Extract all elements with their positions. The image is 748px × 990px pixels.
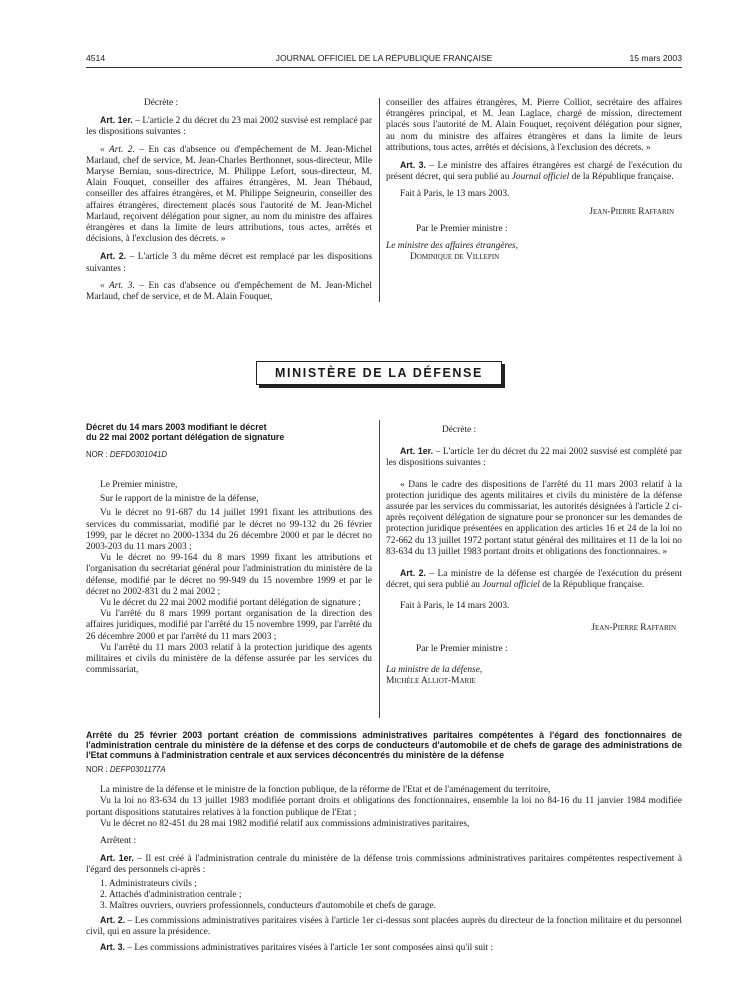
header-rule bbox=[86, 67, 682, 68]
decree-vu-5: Vu l'arrêté du 11 mars 2003 relatif à la protection juridique des agents militaires et civils du ministère de la défense assurée par les services du commissariat, bbox=[86, 642, 372, 676]
decree-nor: NOR : DEFD0301041D bbox=[86, 449, 168, 459]
decree-article-1: Art. 1er. – L'article 1er du décret du 22 mai 2002 susvisé est complété par les dispositions suivantes : bbox=[386, 446, 683, 469]
decree-minister-title: La ministre de la défense, bbox=[386, 665, 483, 676]
decree-rapport: Sur le rapport de la ministre de la défense, bbox=[100, 494, 259, 505]
arrete-title: Arrêté du 25 février 2003 portant création de commissions administratives paritaires compétentes à l'égard des fonctionnaires de l'administration centrale du ministère de la défense et des corps de conducteurs d'automobile et de chefs de garage des administrations de l'Etat communs à l'administration centrale et aux services déconcentrés du ministère de la défense bbox=[86, 730, 682, 760]
signature-date: Fait à Paris, le 13 mars 2003. bbox=[400, 189, 510, 200]
quoted-article-3: « Art. 3. – En cas d'absence ou d'empêchement de M. Jean-Michel Marlaud, chef de service, et de M. Alain Fouquet, bbox=[86, 280, 372, 303]
minister-title: Le ministre des affaires étrangères, bbox=[386, 241, 519, 252]
arretent-heading: Arrêtent : bbox=[100, 836, 137, 847]
article-2: Art. 2. – L'article 3 du même décret est remplacé par les dispositions suivantes : bbox=[86, 251, 372, 274]
article-1: Art. 1er. – L'article 2 du décret du 23 mai 2002 susvisé est remplacé par les dispositions suivantes : bbox=[86, 115, 372, 138]
article-3: Art. 3. – Le ministre des affaires étrangères est chargé de l'exécution du présent décret, qui sera publié au Journal officiel de la République française. bbox=[386, 160, 683, 183]
decree-minister-name: Michèle Alliot-Marie bbox=[386, 676, 476, 687]
decree-vu-3: Vu le décret du 22 mai 2002 modifié portant délégation de signature ; bbox=[100, 598, 361, 609]
decree-vu-4: Vu l'arrêté du 8 mars 1999 portant organisation de la direction des affaires juridiques, modifié par l'arrêté du 15 novembre 1999, par l'arrêté du 26 décembre 2000 et par l'arrêté du 11 mars 2003 ; bbox=[86, 609, 372, 642]
issue-date: 15 mars 2003 bbox=[629, 53, 682, 63]
decree-by-premier-ministre: Par le Premier ministre : bbox=[416, 643, 508, 654]
arrete-nor: NOR : DEFP0301177A bbox=[86, 765, 166, 774]
column-divider-middle bbox=[379, 420, 380, 718]
decree-quoted-provision: « Dans le cadre des dispositions de l'arrêté du 11 mars 2003 relatif à la protection juridique des agents militaires et civils du ministère de la défense assurée par les services du commissariat, les autorités désignées à l'article 2 ci-après reçoivent délégation de signature pour se prononcer sur les demandes de protection juridique présentées en application des articles 16 et 24 de la loi no 72-662 du 13 juillet 1972 portant statut général des militaires et 11 de la loi no 83-634 du 13 juillet 1983 portant droits et obligations des fonctionnaires. » bbox=[386, 479, 682, 557]
decree-title-line-2: du 22 mai 2002 portant délégation de signature bbox=[86, 432, 285, 443]
decree-title-line-1: Décret du 14 mars 2003 modifiant le décret bbox=[86, 422, 267, 432]
decrete-heading-2: Décrète : bbox=[442, 425, 477, 435]
decree-signature-date: Fait à Paris, le 14 mars 2003. bbox=[400, 601, 510, 612]
arrete-vu-1: Vu la loi no 83-634 du 13 juillet 1983 modifiée portant droits et obligations des fonctionnaires, ensemble la loi no 84-16 du 11 janvier 1984 modifiée portant dispositions statutaires relatives à la fonction publique de l'Etat ; bbox=[86, 796, 682, 818]
decree-article-2: Art. 2. – La ministre de la défense est chargée de l'exécution du présent décret, qui sera publié au Journal officiel de la République française. bbox=[386, 568, 682, 591]
minister-name: Dominique de Villepin bbox=[410, 252, 500, 263]
arrete-article-3: Art. 3. – Les commissions administratives paritaires visées à l'article 1er sont composées ainsi qu'il suit : bbox=[100, 941, 494, 953]
decree-vu-1: Vu le décret no 91-687 du 14 juillet 1991 fixant les attributions des services du commissariat, modifié par le décret no 99-132 du 26 février 1999, par le décret no 2000-1334 du 26 décembre 2000 et par le décret no 2003-203 du 11 mars 2003 ; bbox=[86, 508, 372, 553]
top-left-column bbox=[86, 98, 372, 303]
decrete-heading: Décrète : bbox=[144, 98, 179, 108]
ministry-banner bbox=[256, 361, 502, 385]
decree-right-column bbox=[386, 425, 682, 687]
decree-signatory-name: Jean-Pierre Raffarin bbox=[591, 622, 676, 633]
arrete-item-2: 2. Attachés d'administration centrale ; bbox=[100, 889, 242, 900]
arrete-item-3: 3. Maîtres ouvriers, ouvriers professionnels, conducteurs d'automobile et chefs de garage. bbox=[100, 901, 436, 912]
ministry-title: MINISTÈRE DE LA DÉFENSE bbox=[275, 366, 483, 380]
top-right-column bbox=[386, 98, 682, 263]
decree-premier-ministre: Le Premier ministre, bbox=[100, 480, 178, 491]
by-premier-ministre: Par le Premier ministre : bbox=[416, 223, 508, 234]
arrete-ministers: La ministre de la défense et le ministre de la fonction publique, de la réforme de l'Etat et de l'aménagement du territoire, bbox=[100, 785, 551, 796]
quoted-article-2: « Art. 2. – En cas d'absence ou d'empêchement de M. Jean-Michel Marlaud, chef de service, M. Jean-Charles Berthonnet, sous-directeur, Mlle Maryse Berniau, sous-directrice, M. Philippe Lefort, sous-directeur, M. Alain Fouquet, conseiller des affaires étrangères, M. Jean Thébaud, conseiller des affaires étrangères, et M. Philippe Seigneurin, conseiller des affaires étrangères, directement placés sous l'autorité de M. Jean-Michel Marlaud, reçoivent délégation pour signer, au nom du ministre des affaires étrangères et dans la limite de leurs attributions, tous actes, arrêtés et décisions, à l'exclusion des décrets. » bbox=[86, 144, 372, 245]
page-number: 4514 bbox=[86, 53, 106, 63]
arrete-vu-2: Vu le décret no 82-451 du 28 mai 1982 modifié relatif aux commissions administratives paritaires, bbox=[100, 818, 470, 829]
arrete-article-2: Art. 2. – Les commissions administratives paritaires visées à l'article 1er ci-dessus sont placées auprès du directeur de la fonction militaire et du personnel civil, qui en assure la présidence. bbox=[86, 915, 682, 938]
page-header bbox=[86, 53, 682, 65]
arrete-section bbox=[86, 730, 682, 954]
decree-vu-2: Vu le décret no 99-164 du 8 mars 1999 fixant les attributions et l'organisation du secrétariat général pour l'administration du ministère de la défense, modifié par le décret no 99-949 du 15 novembre 1999 et par le décret no 2002-831 du 2 mai 2002 ; bbox=[86, 553, 372, 597]
journal-title: JOURNAL OFFICIEL DE LA RÉPUBLIQUE FRANÇAISE bbox=[275, 53, 493, 63]
arrete-item-1: 1. Administrateurs civils ; bbox=[100, 878, 197, 889]
arrete-article-1: Art. 1er. – Il est créé à l'administration centrale du ministère de la défense trois commissions administratives paritaires compétentes respectivement à l'égard des personnels ci-après : bbox=[86, 853, 682, 876]
decree-left-column bbox=[86, 422, 372, 676]
column-divider-top bbox=[379, 98, 380, 302]
continuation-text: conseiller des affaires étrangères, M. Pierre Colliot, secrétaire des affaires étrangères principal, et M. Jean Laglace, chargé de mission, directement placés sous l'autorité de M. Alain Fouquet, reçoivent délégation pour signer, au nom du ministre des affaires étrangères et dans la limite de leurs attributions, tous actes, arrêtés et décisions, à l'exclusion des décrets. » bbox=[386, 98, 682, 153]
signatory-name: Jean-Pierre Raffarin bbox=[589, 206, 674, 217]
